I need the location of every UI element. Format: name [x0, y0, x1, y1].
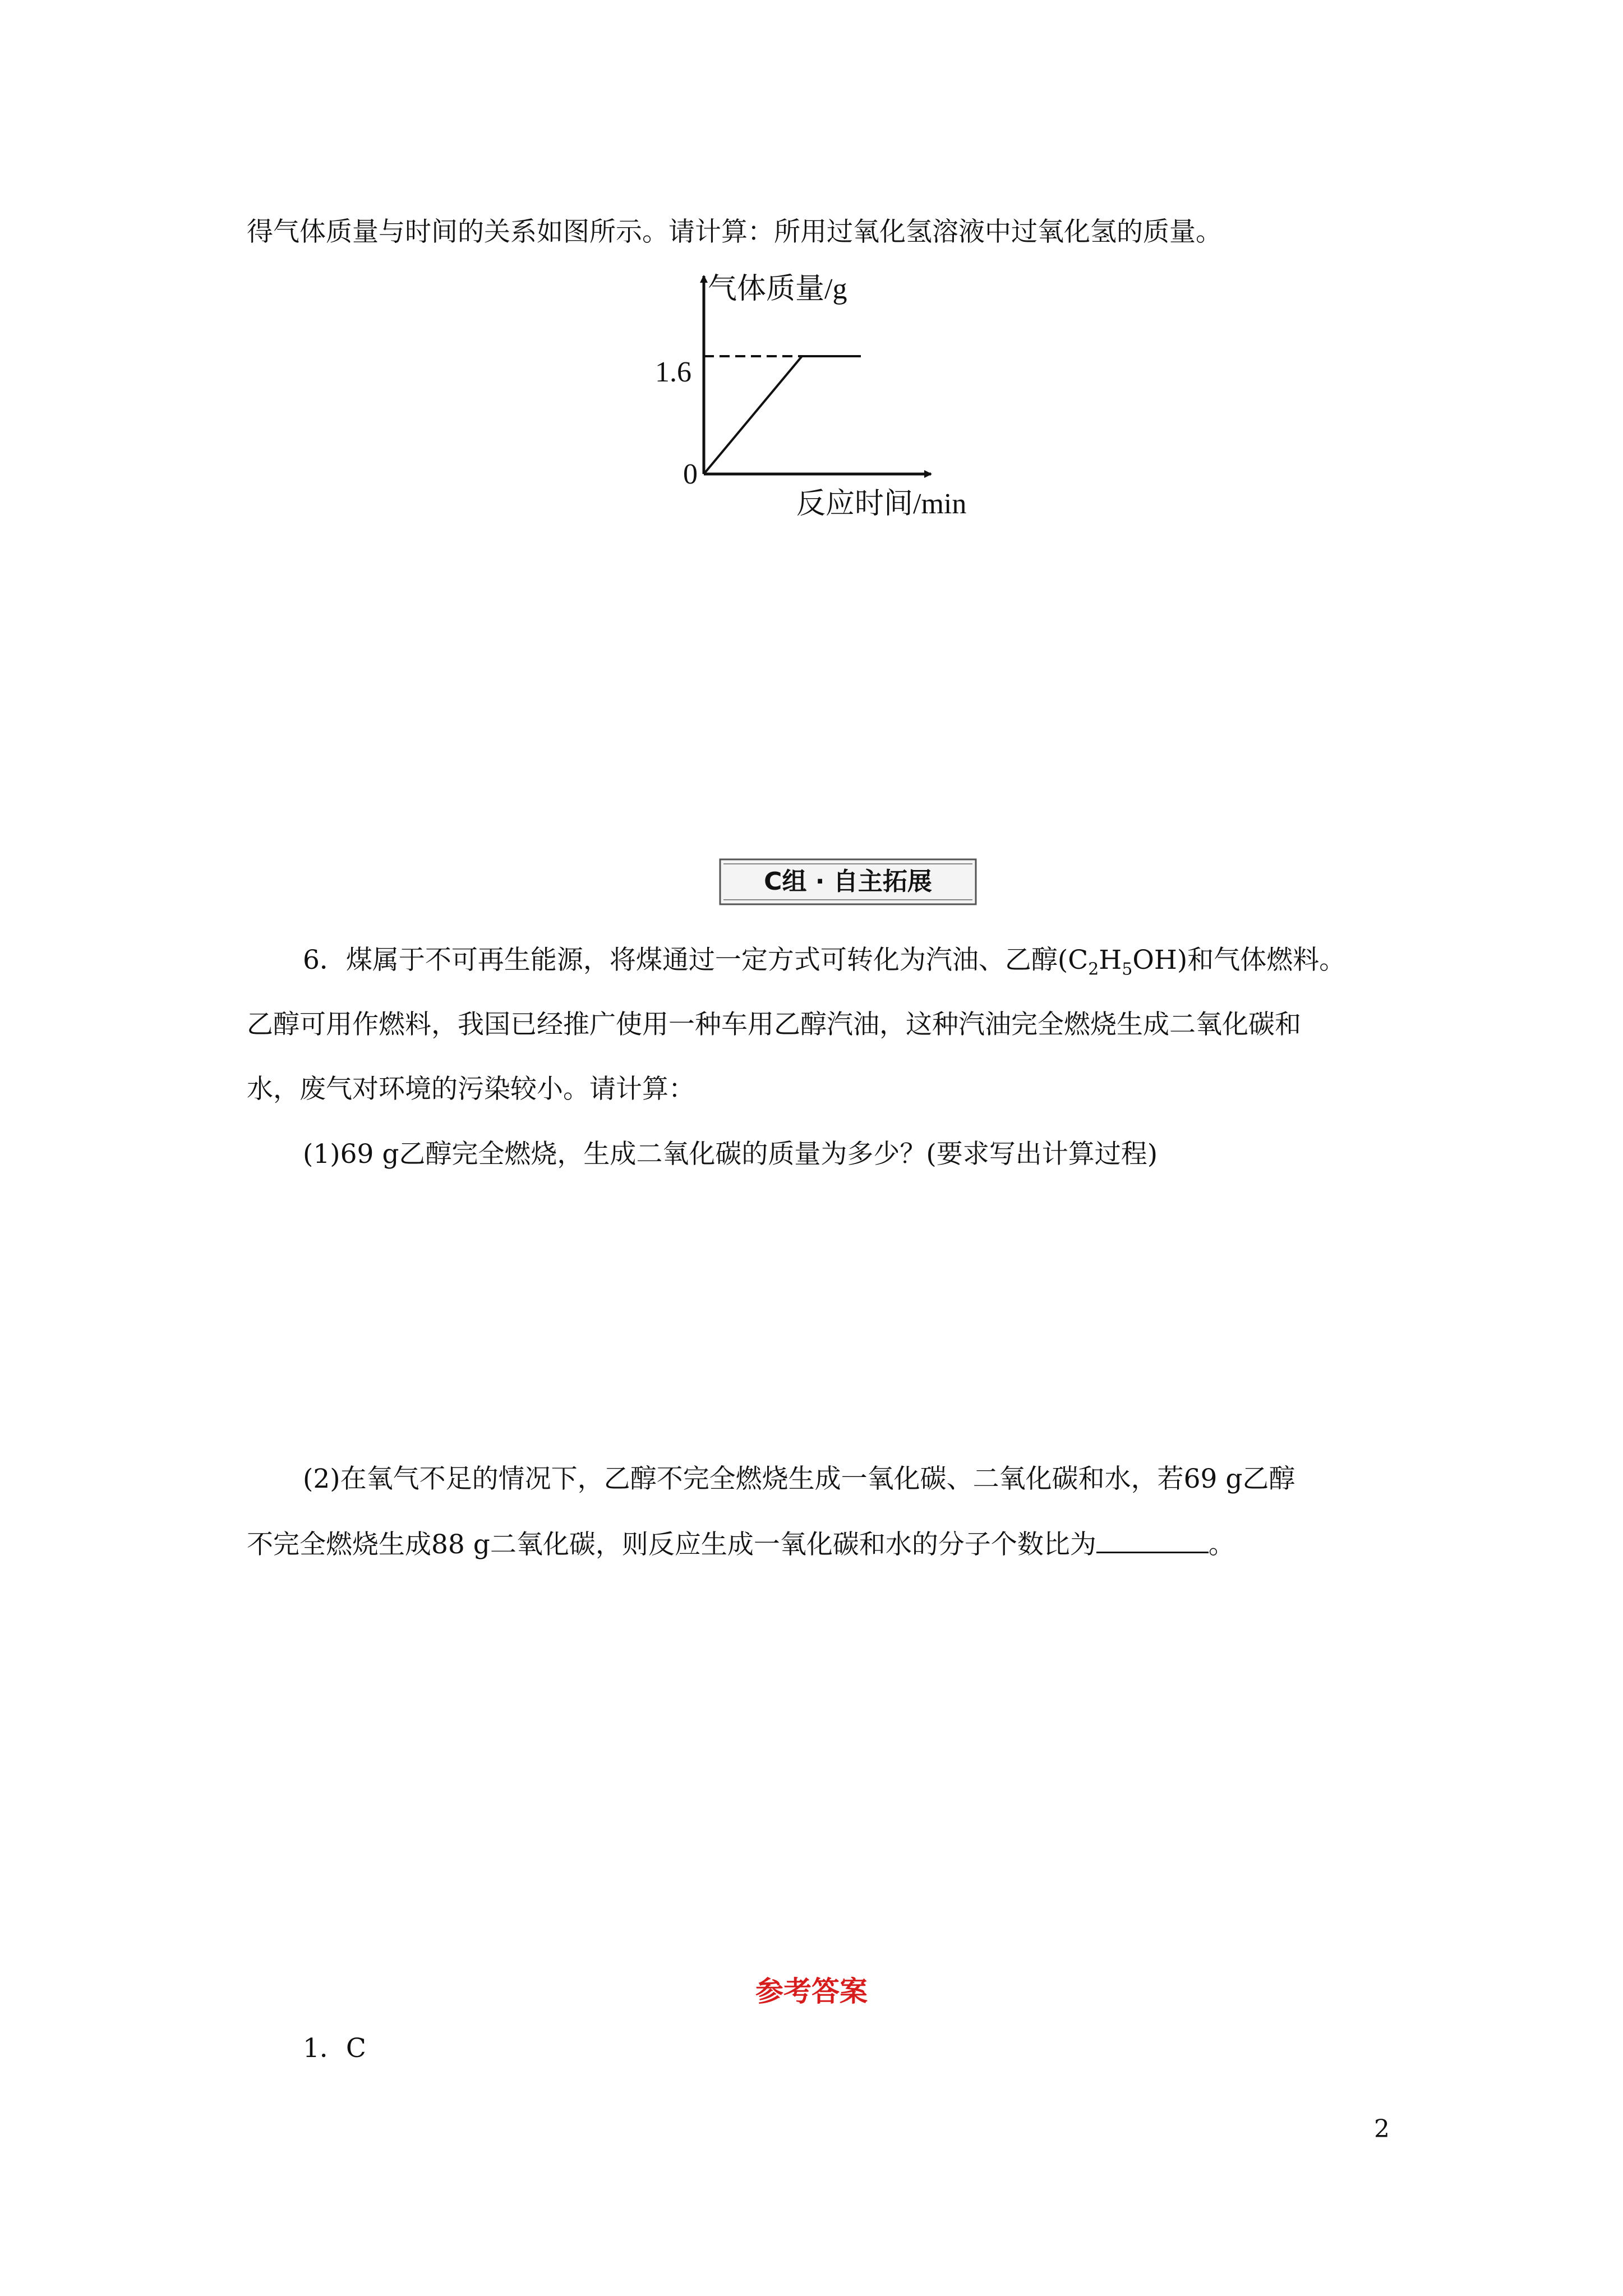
q6-part-1: (1)69 g乙醇完全燃烧，生成二氧化碳的质量为多少？(要求写出计算过程): [303, 1139, 1158, 1170]
q6-line-2: 乙醇可用作燃料，我国已经推广使用一种车用乙醇汽油，这种汽油完全燃烧生成二氧化碳和: [247, 1009, 1301, 1040]
answers-title: 参考答案: [755, 1975, 868, 2008]
series-line: [704, 356, 861, 474]
section-badge: C组 · 自主拓展: [764, 867, 932, 896]
y-tick-label: 1.6: [655, 356, 691, 388]
x-axis-label: 反应时间/min: [796, 488, 967, 520]
gas-mass-chart: [628, 264, 1054, 527]
answer-1: 1．C: [303, 2033, 366, 2064]
intro-line: 得气体质量与时间的关系如图所示。请计算：所用过氧化氢溶液中过氧化氢的质量。: [247, 217, 1222, 247]
q6-line-3: 水，废气对环境的污染较小。请计算：: [247, 1074, 695, 1105]
y-axis-label: 气体质量/g: [708, 273, 847, 305]
origin-label: 0: [683, 458, 698, 490]
q6-part-2-line-2: 不完全燃烧生成88 g二氧化碳，则反应生成一氧化碳和水的分子个数比为 。: [247, 1529, 1235, 1560]
q6-line-1: 6．煤属于不可再生能源，将煤通过一定方式可转化为汽油、乙醇$(C_2H_5OH)$和气体燃料。: [303, 945, 1346, 979]
page-number: 2: [1374, 2115, 1390, 2143]
q6-part-2-line-1: (2)在氧气不足的情况下，乙醇不完全燃烧生成一氧化碳、二氧化碳和水，若69 g乙醇: [303, 1464, 1295, 1494]
answer-blank[interactable]: [1096, 1529, 1209, 1553]
